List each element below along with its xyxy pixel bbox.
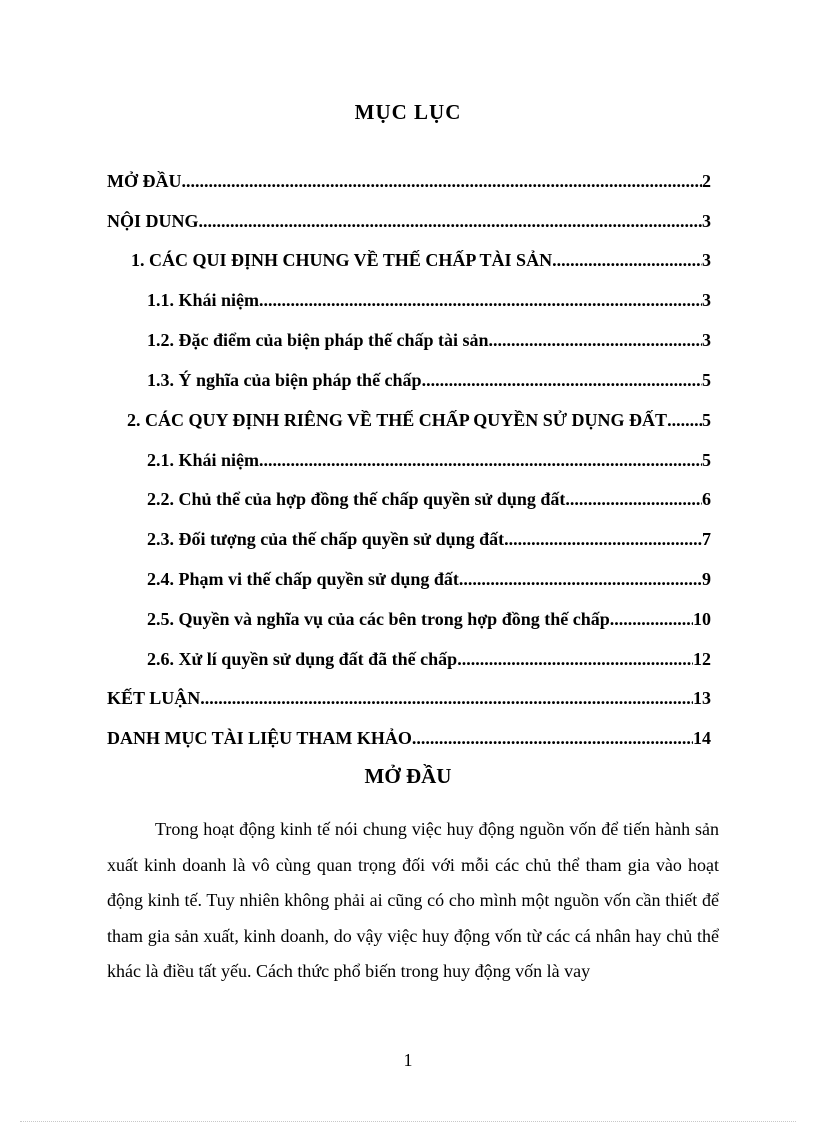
toc-entry-page: 2 [702,171,711,191]
toc-entry-page: 5 [702,410,711,430]
toc-entry-page: 3 [702,330,711,350]
toc-entry-2-2[interactable] [147,486,711,512]
page-number: 1 [403,1050,413,1070]
toc-entry-page: 13 [693,688,711,708]
toc-entry-section-1[interactable] [131,247,711,273]
toc-entry-page: 3 [702,211,711,231]
toc-entry-label: 2.2. Chủ thể của hợp đồng thế chấp quyền sử dụng đất. [147,489,570,509]
toc-leader-dots [264,447,702,473]
toc-entry-label: 2.1. Khái niệm. [147,450,264,470]
toc-entry-page: 10 [693,609,711,629]
toc-leader-dots [459,566,702,592]
toc-entry-mo-dau[interactable] [107,168,711,194]
toc-entry-label: 2.4. Phạm vi thế chấp quyền sử dụng đất [147,569,459,589]
toc-leader-dots [182,168,703,194]
toc-leader-dots [667,407,702,433]
toc-leader-dots [412,725,693,751]
toc-entry-label: DANH MỤC TÀI LIỆU THAM KHẢO [107,728,412,748]
toc-entry-section-2[interactable] [127,407,711,433]
toc-entry-1-2[interactable] [147,327,711,353]
toc-entry-page: 12 [693,649,711,669]
toc-leader-dots [614,606,693,632]
toc-entry-2-5[interactable] [147,606,711,632]
toc-leader-dots [264,287,702,313]
toc-entry-1-1[interactable] [147,287,711,313]
toc-entry-2-4[interactable] [147,566,711,592]
toc-entry-2-6[interactable] [147,646,711,672]
toc-entry-page: 14 [693,728,711,748]
toc-entry-ket-luan[interactable] [107,685,711,711]
toc-leader-dots [426,367,702,393]
toc-entry-noi-dung[interactable] [107,208,711,234]
toc-title: MỤC LỤC [354,100,462,124]
toc-entry-page: 3 [702,250,711,270]
toc-leader-dots [493,327,702,353]
toc-entry-label: 1.3. Ý nghĩa của biện pháp thế chấp. [147,370,427,390]
toc-entry-2-1[interactable] [147,447,711,473]
toc-entry-page: 7 [702,529,711,549]
toc-entry-label: 2.3. Đối tượng của thế chấp quyền sử dụng đất [147,529,505,549]
toc-entry-page: 3 [702,290,711,310]
toc-entry-label: 2.6. Xử lí quyền sử dụng đất đã thế chấp [147,649,458,669]
toc-leader-dots [199,208,702,234]
toc-leader-dots [570,486,702,512]
toc-entry-label: KẾT LUẬN [107,688,201,708]
toc-entry-page: 6 [702,489,711,509]
toc-entry-label: 1.2. Đặc điểm của biện pháp thế chấp tài sản. [147,330,494,350]
toc-entry-2-3[interactable] [147,526,711,552]
toc-entry-tai-lieu[interactable] [107,725,711,751]
toc-entry-page: 9 [702,569,711,589]
toc-leader-dots [200,685,693,711]
toc-entry-page: 5 [702,450,711,470]
toc-entry-label: 2.5. Quyền và nghĩa vụ của các bên trong hợp đồng thế chấp. [147,609,615,629]
toc-entry-label: NỘI DUNG [107,211,199,231]
body-paragraph: Trong hoạt động kinh tế nói chung việc huy động nguồn vốn để tiến hành sản xuất kinh doanh là vô cùng quan trọng đối với mỗi các chủ thể tham gia vào hoạt động kinh tế. Tuy nhiên không phải ai cũng có cho mình một nguồn vốn cần thiết để tham gia sản xuất, kinh doanh, do vậy việc huy động vốn từ các cá nhân hay chủ thể khác là điều tất yếu. Cách thức phổ biến trong huy động vốn là vay [107,819,719,981]
section-heading: MỞ ĐẦU [364,764,452,788]
toc-leader-dots [457,646,693,672]
toc-leader-dots [504,526,702,552]
toc-leader-dots [552,247,702,273]
toc-entry-label: 2. CÁC QUY ĐỊNH RIÊNG VỀ THẾ CHẤP QUYỀN SỬ DỤNG ĐẤT [127,410,668,430]
toc-entry-page: 5 [702,370,711,390]
toc-entry-label: 1.1. Khái niệm. [147,290,264,310]
toc-entry-label: 1. CÁC QUI ĐỊNH CHUNG VỀ THẾ CHẤP TÀI SẢN [131,250,553,270]
page-bottom-divider [20,1121,796,1122]
toc-entry-label: MỞ ĐẦU [107,171,182,191]
toc-entry-1-3[interactable] [147,367,711,393]
